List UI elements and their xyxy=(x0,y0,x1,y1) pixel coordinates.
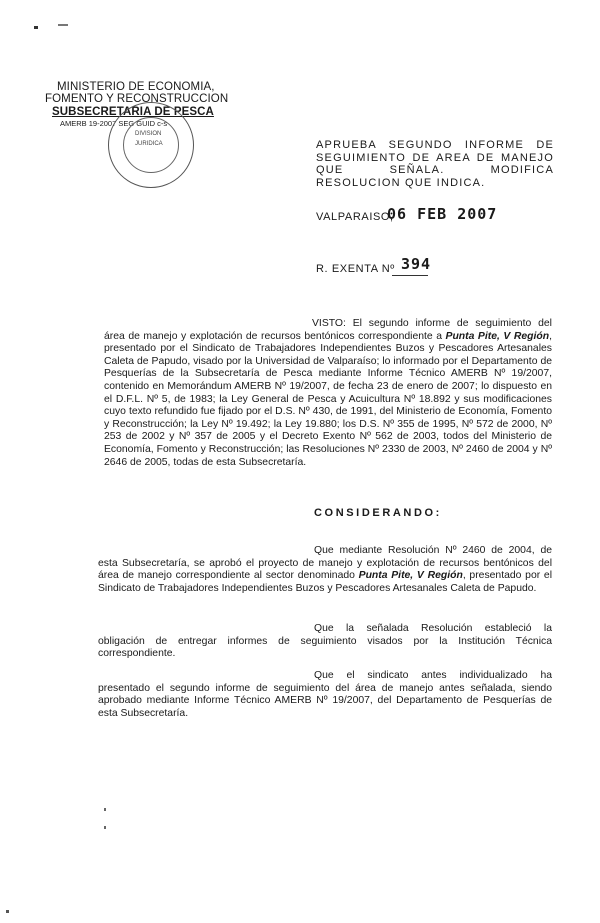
ministry-line-1: MINISTERIO DE ECONOMIA, xyxy=(57,81,215,93)
visto-label: VISTO: xyxy=(312,318,346,329)
considerando-paragraph-2: Que la señalada Resolución estableció la obligación de entregar informes de seguimiento visados por la Institución Técnica correspondiente. xyxy=(98,623,552,660)
considerando-heading: CONSIDERANDO: xyxy=(314,507,442,519)
scan-mark xyxy=(34,26,38,29)
visto-text-b: , presentado por el Sindicato de Trabajadores Independientes Buzos y Pescadores Artesanales Caleta de Papudo, visado por la Universidad de Valparaíso; lo informado por el Departamento de Pesquerías de la Subsecretaría de Pesca mediante Informe Técnico AMERB Nº 19/2007, contenido en Memorándum AMERB Nº 19/2007, de fecha 23 de enero de 2007; lo dispuesto en el D.F.L. Nº 5, de 1983; la Ley General de Pesca y Acuicultura Nº 18.892 y sus modificaciones cuyo texto refundido fue fijado por el D.S. Nº 430, de 1991, del Ministerio de Economía, Fomento y Reconstrucción; la Ley Nº 19.492; la Ley 19.880; los D.S. Nº 355 de 1995, Nº 572 de 2000, Nº 253 de 2002 y Nº 357 de 2005 y el Decreto Exento Nº 562 de 2003, todos del Ministerio de Economía, Fomento y Reconstrucción; las Resoluciones Nº 2330 de 2003, Nº 2460 de 2004 y Nº 2646 de 2005, todas de esta Subsecretaría. xyxy=(104,330,552,468)
scan-mark xyxy=(58,24,68,26)
place-label: VALPARAISO, xyxy=(316,211,394,223)
scan-mark xyxy=(104,808,106,811)
considerando-paragraph-3: Que el sindicato antes individualizado ha presentado el segundo informe de seguimiento del área de manejo antes señalada, siendo aprobado mediante Informe Técnico AMERB Nº 19/2007, del Departamento de Pesquerías de esta Subsecretaría. xyxy=(98,670,552,719)
resolution-number-underline xyxy=(392,275,428,276)
scan-mark xyxy=(104,826,106,829)
ministry-line-2: FOMENTO Y RECONSTRUCCION xyxy=(45,93,229,105)
visto-text-a: El segundo informe de seguimiento del área de manejo y explotación de recursos bentónicos correspondiente a xyxy=(104,318,552,342)
subsecretaria-line: SUBSECRETARIA DE PESCA xyxy=(52,106,214,118)
considerando-p1-bold-place: Punta Pite, V Región xyxy=(358,570,463,582)
resolution-summary: APRUEBA SEGUNDO INFORME DE SEGUIMIENTO DE AREA DE MANEJO QUE SEÑALA. MODIFICA RESOLUCION QUE INDICA. xyxy=(316,139,554,189)
stamp-word-juridica: JURIDICA xyxy=(135,141,163,147)
visto-bold-place: Punta Pite, V Región xyxy=(445,330,550,342)
visto-paragraph xyxy=(104,318,552,469)
resolution-number: 394 xyxy=(401,255,432,273)
considerando-p1-text-b: , presentado por el Sindicato de Trabajadores Independientes Buzos y Pescadores Artesanales Caleta de Papudo. xyxy=(98,570,552,594)
date-stamp: 06 FEB 2007 xyxy=(387,205,498,223)
considerando-p1-text-a: Que mediante Resolución Nº 2460 de 2004, de esta Subsecretaría, se aprobó el proyecto de manejo y explotación de recursos bentónicos del área de manejo correspondiente al sector denominado xyxy=(98,545,552,582)
division-juridica-stamp xyxy=(108,102,194,188)
resolution-label: R. EXENTA Nº xyxy=(316,263,395,275)
reference-code: AMERB 19-2007 SEG GUID c-s xyxy=(60,119,168,128)
scan-mark xyxy=(6,910,9,913)
considerando-paragraph-1 xyxy=(98,545,552,595)
stamp-word-division: DIVISION xyxy=(135,131,162,137)
